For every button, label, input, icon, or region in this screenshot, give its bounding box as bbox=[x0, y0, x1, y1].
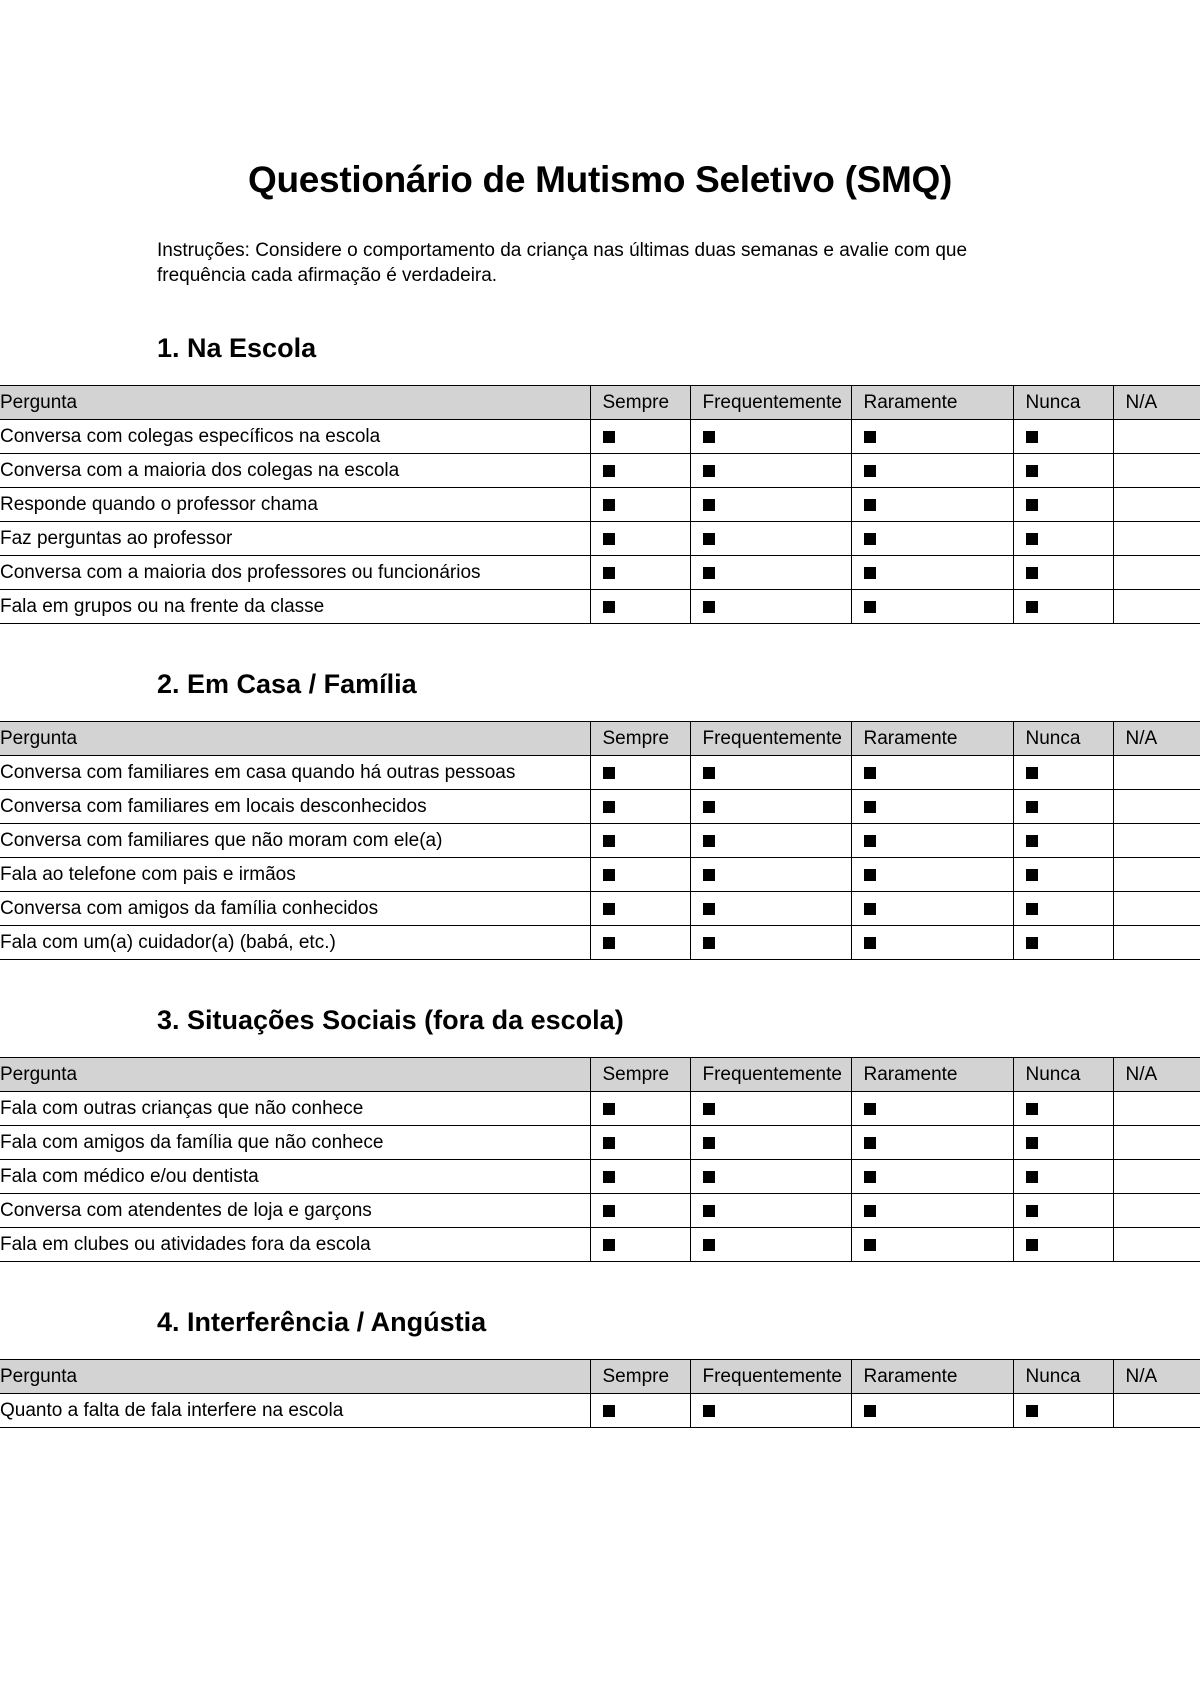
column-header-question: Pergunta bbox=[0, 386, 590, 420]
question-text: Fala ao telefone com pais e irmãos bbox=[0, 858, 590, 892]
filled-square-icon[interactable] bbox=[603, 1239, 615, 1251]
answer-cell-often[interactable] bbox=[690, 926, 851, 960]
filled-square-icon[interactable] bbox=[603, 601, 615, 613]
filled-square-icon[interactable] bbox=[864, 903, 876, 915]
answer-cell-never[interactable] bbox=[1013, 790, 1113, 824]
table-row bbox=[0, 790, 1200, 824]
filled-square-icon[interactable] bbox=[1026, 835, 1038, 847]
section-interference bbox=[0, 1305, 1200, 1428]
answer-cell-na bbox=[1113, 590, 1200, 624]
table-row bbox=[0, 420, 1200, 454]
answer-cell-often[interactable] bbox=[690, 590, 851, 624]
column-header-na: N/A bbox=[1113, 386, 1200, 420]
filled-square-icon[interactable] bbox=[864, 1205, 876, 1217]
answer-cell-never[interactable] bbox=[1013, 1228, 1113, 1262]
answer-cell-na bbox=[1113, 1160, 1200, 1194]
answer-cell-rarely[interactable] bbox=[851, 556, 1013, 590]
answer-cell-always[interactable] bbox=[590, 1228, 690, 1262]
filled-square-icon[interactable] bbox=[703, 1103, 715, 1115]
section-social-situations bbox=[0, 1003, 1200, 1262]
answer-cell-always[interactable] bbox=[590, 1194, 690, 1228]
answer-cell-often[interactable] bbox=[690, 858, 851, 892]
answer-cell-always[interactable] bbox=[590, 454, 690, 488]
filled-square-icon[interactable] bbox=[1026, 1239, 1038, 1251]
answer-cell-rarely[interactable] bbox=[851, 1092, 1013, 1126]
column-header-never: Nunca bbox=[1013, 386, 1113, 420]
filled-square-icon[interactable] bbox=[603, 835, 615, 847]
filled-square-icon[interactable] bbox=[864, 937, 876, 949]
questions-table bbox=[0, 721, 1200, 960]
column-header-never: Nunca bbox=[1013, 1058, 1113, 1092]
filled-square-icon[interactable] bbox=[1026, 1205, 1038, 1217]
table-row bbox=[0, 590, 1200, 624]
question-text: Conversa com amigos da família conhecidos bbox=[0, 892, 590, 926]
filled-square-icon[interactable] bbox=[1026, 1171, 1038, 1183]
answer-cell-never[interactable] bbox=[1013, 926, 1113, 960]
column-header-never: Nunca bbox=[1013, 1360, 1113, 1394]
answer-cell-na bbox=[1113, 1092, 1200, 1126]
answer-cell-always[interactable] bbox=[590, 1092, 690, 1126]
question-text: Fala com médico e/ou dentista bbox=[0, 1160, 590, 1194]
answer-cell-always[interactable] bbox=[590, 1160, 690, 1194]
filled-square-icon[interactable] bbox=[1026, 869, 1038, 881]
answer-cell-often[interactable] bbox=[690, 522, 851, 556]
answer-cell-never[interactable] bbox=[1013, 1160, 1113, 1194]
answer-cell-na bbox=[1113, 1126, 1200, 1160]
answer-cell-rarely[interactable] bbox=[851, 892, 1013, 926]
section-heading: 3. Situações Sociais (fora da escola) bbox=[157, 1005, 624, 1035]
answer-cell-often[interactable] bbox=[690, 892, 851, 926]
filled-square-icon[interactable] bbox=[703, 869, 715, 881]
answer-cell-often[interactable] bbox=[690, 1228, 851, 1262]
questions-table bbox=[0, 1359, 1200, 1428]
answer-cell-never[interactable] bbox=[1013, 1194, 1113, 1228]
filled-square-icon[interactable] bbox=[864, 499, 876, 511]
answer-cell-never[interactable] bbox=[1013, 420, 1113, 454]
column-header-rarely: Raramente bbox=[851, 722, 1013, 756]
table-row bbox=[0, 1394, 1200, 1428]
table-row bbox=[0, 824, 1200, 858]
answer-cell-never[interactable] bbox=[1013, 522, 1113, 556]
answer-cell-never[interactable] bbox=[1013, 756, 1113, 790]
filled-square-icon[interactable] bbox=[603, 869, 615, 881]
filled-square-icon[interactable] bbox=[1026, 1137, 1038, 1149]
answer-cell-always[interactable] bbox=[590, 556, 690, 590]
filled-square-icon[interactable] bbox=[864, 1405, 876, 1417]
answer-cell-rarely[interactable] bbox=[851, 1160, 1013, 1194]
answer-cell-na bbox=[1113, 892, 1200, 926]
answer-cell-never[interactable] bbox=[1013, 556, 1113, 590]
table-row bbox=[0, 488, 1200, 522]
filled-square-icon[interactable] bbox=[603, 431, 615, 443]
answer-cell-always[interactable] bbox=[590, 590, 690, 624]
answer-cell-na bbox=[1113, 1228, 1200, 1262]
answer-cell-often[interactable] bbox=[690, 824, 851, 858]
answer-cell-rarely[interactable] bbox=[851, 858, 1013, 892]
filled-square-icon[interactable] bbox=[864, 869, 876, 881]
answer-cell-often[interactable] bbox=[690, 1160, 851, 1194]
answer-cell-rarely[interactable] bbox=[851, 756, 1013, 790]
filled-square-icon[interactable] bbox=[703, 1137, 715, 1149]
filled-square-icon[interactable] bbox=[864, 835, 876, 847]
answer-cell-rarely[interactable] bbox=[851, 420, 1013, 454]
section-home-family bbox=[0, 667, 1200, 960]
column-header-always: Sempre bbox=[590, 386, 690, 420]
answer-cell-rarely[interactable] bbox=[851, 590, 1013, 624]
answer-cell-never[interactable] bbox=[1013, 590, 1113, 624]
column-header-always: Sempre bbox=[590, 1058, 690, 1092]
filled-square-icon[interactable] bbox=[703, 835, 715, 847]
answer-cell-never[interactable] bbox=[1013, 488, 1113, 522]
question-text: Fala em clubes ou atividades fora da escola bbox=[0, 1228, 590, 1262]
answer-cell-never[interactable] bbox=[1013, 1092, 1113, 1126]
filled-square-icon[interactable] bbox=[864, 601, 876, 613]
answer-cell-often[interactable] bbox=[690, 556, 851, 590]
filled-square-icon[interactable] bbox=[703, 601, 715, 613]
section-heading: 1. Na Escola bbox=[157, 333, 317, 363]
answer-cell-rarely[interactable] bbox=[851, 522, 1013, 556]
filled-square-icon[interactable] bbox=[603, 499, 615, 511]
answer-cell-rarely[interactable] bbox=[851, 488, 1013, 522]
answer-cell-rarely[interactable] bbox=[851, 454, 1013, 488]
filled-square-icon[interactable] bbox=[603, 1137, 615, 1149]
column-header-often: Frequentemente bbox=[690, 1058, 851, 1092]
answer-cell-always[interactable] bbox=[590, 858, 690, 892]
filled-square-icon[interactable] bbox=[703, 767, 715, 779]
table-row bbox=[0, 926, 1200, 960]
table-row bbox=[0, 1228, 1200, 1262]
answer-cell-na bbox=[1113, 522, 1200, 556]
column-header-rarely: Raramente bbox=[851, 1058, 1013, 1092]
filled-square-icon[interactable] bbox=[864, 465, 876, 477]
answer-cell-na bbox=[1113, 1194, 1200, 1228]
answer-cell-rarely[interactable] bbox=[851, 1394, 1013, 1428]
section-heading: 4. Interferência / Angústia bbox=[157, 1307, 487, 1337]
question-text: Quanto a falta de fala interfere na escola bbox=[0, 1394, 590, 1428]
column-header-always: Sempre bbox=[590, 1360, 690, 1394]
answer-cell-rarely[interactable] bbox=[851, 926, 1013, 960]
table-row bbox=[0, 756, 1200, 790]
answer-cell-often[interactable] bbox=[690, 454, 851, 488]
instructions-text: Instruções: Considere o comportamento da criança nas últimas duas semanas e avalie com que frequência cada afirmação é verdadeira. bbox=[157, 240, 968, 286]
column-header-na: N/A bbox=[1113, 1058, 1200, 1092]
question-text: Fala com um(a) cuidador(a) (babá, etc.) bbox=[0, 926, 590, 960]
filled-square-icon[interactable] bbox=[703, 937, 715, 949]
column-header-often: Frequentemente bbox=[690, 722, 851, 756]
column-header-always: Sempre bbox=[590, 722, 690, 756]
question-text: Fala em grupos ou na frente da classe bbox=[0, 590, 590, 624]
question-text: Conversa com atendentes de loja e garçons bbox=[0, 1194, 590, 1228]
filled-square-icon[interactable] bbox=[603, 567, 615, 579]
filled-square-icon[interactable] bbox=[864, 767, 876, 779]
filled-square-icon[interactable] bbox=[703, 465, 715, 477]
questions-table bbox=[0, 385, 1200, 624]
answer-cell-always[interactable] bbox=[590, 790, 690, 824]
filled-square-icon[interactable] bbox=[703, 1171, 715, 1183]
answer-cell-always[interactable] bbox=[590, 522, 690, 556]
filled-square-icon[interactable] bbox=[703, 431, 715, 443]
answer-cell-na bbox=[1113, 790, 1200, 824]
filled-square-icon[interactable] bbox=[1026, 801, 1038, 813]
column-header-question: Pergunta bbox=[0, 722, 590, 756]
filled-square-icon[interactable] bbox=[703, 533, 715, 545]
filled-square-icon[interactable] bbox=[1026, 1103, 1038, 1115]
filled-square-icon[interactable] bbox=[703, 1405, 715, 1417]
filled-square-icon[interactable] bbox=[864, 567, 876, 579]
table-row bbox=[0, 556, 1200, 590]
question-text: Conversa com familiares em casa quando há outras pessoas bbox=[0, 756, 590, 790]
column-header-often: Frequentemente bbox=[690, 1360, 851, 1394]
answer-cell-often[interactable] bbox=[690, 1194, 851, 1228]
filled-square-icon[interactable] bbox=[703, 567, 715, 579]
filled-square-icon[interactable] bbox=[703, 1205, 715, 1217]
filled-square-icon[interactable] bbox=[603, 1171, 615, 1183]
answer-cell-often[interactable] bbox=[690, 1092, 851, 1126]
filled-square-icon[interactable] bbox=[1026, 767, 1038, 779]
table-row bbox=[0, 892, 1200, 926]
filled-square-icon[interactable] bbox=[1026, 465, 1038, 477]
filled-square-icon[interactable] bbox=[703, 499, 715, 511]
answer-cell-rarely[interactable] bbox=[851, 1228, 1013, 1262]
filled-square-icon[interactable] bbox=[603, 903, 615, 915]
answer-cell-na bbox=[1113, 858, 1200, 892]
filled-square-icon[interactable] bbox=[703, 801, 715, 813]
filled-square-icon[interactable] bbox=[603, 767, 615, 779]
table-header-row bbox=[0, 1360, 1200, 1394]
answer-cell-always[interactable] bbox=[590, 824, 690, 858]
table-row bbox=[0, 454, 1200, 488]
answer-cell-na bbox=[1113, 824, 1200, 858]
question-text: Conversa com familiares em locais desconhecidos bbox=[0, 790, 590, 824]
filled-square-icon[interactable] bbox=[603, 533, 615, 545]
filled-square-icon[interactable] bbox=[864, 801, 876, 813]
table-row bbox=[0, 858, 1200, 892]
question-text: Conversa com familiares que não moram com ele(a) bbox=[0, 824, 590, 858]
table-row bbox=[0, 1160, 1200, 1194]
column-header-na: N/A bbox=[1113, 722, 1200, 756]
question-text: Fala com amigos da família que não conhece bbox=[0, 1126, 590, 1160]
answer-cell-always[interactable] bbox=[590, 756, 690, 790]
question-text: Faz perguntas ao professor bbox=[0, 522, 590, 556]
table-row bbox=[0, 522, 1200, 556]
answer-cell-na bbox=[1113, 756, 1200, 790]
column-header-na: N/A bbox=[1113, 1360, 1200, 1394]
answer-cell-often[interactable] bbox=[690, 756, 851, 790]
table-row bbox=[0, 1092, 1200, 1126]
question-text: Conversa com a maioria dos professores ou funcionários bbox=[0, 556, 590, 590]
table-header-row bbox=[0, 722, 1200, 756]
answer-cell-often[interactable] bbox=[690, 420, 851, 454]
answer-cell-na bbox=[1113, 454, 1200, 488]
answer-cell-never[interactable] bbox=[1013, 454, 1113, 488]
table-row bbox=[0, 1126, 1200, 1160]
question-text: Conversa com a maioria dos colegas na escola bbox=[0, 454, 590, 488]
answer-cell-never[interactable] bbox=[1013, 824, 1113, 858]
column-header-rarely: Raramente bbox=[851, 386, 1013, 420]
answer-cell-never[interactable] bbox=[1013, 858, 1113, 892]
answer-cell-na bbox=[1113, 556, 1200, 590]
column-header-never: Nunca bbox=[1013, 722, 1113, 756]
answer-cell-rarely[interactable] bbox=[851, 1194, 1013, 1228]
table-row bbox=[0, 1194, 1200, 1228]
filled-square-icon[interactable] bbox=[1026, 499, 1038, 511]
answer-cell-often[interactable] bbox=[690, 1394, 851, 1428]
filled-square-icon[interactable] bbox=[603, 1103, 615, 1115]
filled-square-icon[interactable] bbox=[703, 1239, 715, 1251]
question-text: Fala com outras crianças que não conhece bbox=[0, 1092, 590, 1126]
answer-cell-often[interactable] bbox=[690, 790, 851, 824]
questions-table bbox=[0, 1057, 1200, 1262]
page-title: Questionário de Mutismo Seletivo (SMQ) bbox=[247, 159, 952, 200]
column-header-rarely: Raramente bbox=[851, 1360, 1013, 1394]
section-school bbox=[0, 331, 1200, 624]
column-header-question: Pergunta bbox=[0, 1058, 590, 1092]
answer-cell-always[interactable] bbox=[590, 488, 690, 522]
answer-cell-rarely[interactable] bbox=[851, 1126, 1013, 1160]
answer-cell-rarely[interactable] bbox=[851, 824, 1013, 858]
answer-cell-never[interactable] bbox=[1013, 892, 1113, 926]
answer-cell-na bbox=[1113, 420, 1200, 454]
section-heading: 2. Em Casa / Família bbox=[157, 669, 417, 699]
question-text: Conversa com colegas específicos na escola bbox=[0, 420, 590, 454]
filled-square-icon[interactable] bbox=[603, 1205, 615, 1217]
answer-cell-always[interactable] bbox=[590, 420, 690, 454]
filled-square-icon[interactable] bbox=[603, 937, 615, 949]
answer-cell-often[interactable] bbox=[690, 1126, 851, 1160]
filled-square-icon[interactable] bbox=[864, 431, 876, 443]
filled-square-icon[interactable] bbox=[1026, 431, 1038, 443]
answer-cell-na bbox=[1113, 1394, 1200, 1428]
table-header-row bbox=[0, 386, 1200, 420]
answer-cell-always[interactable] bbox=[590, 892, 690, 926]
filled-square-icon[interactable] bbox=[1026, 567, 1038, 579]
filled-square-icon[interactable] bbox=[603, 1405, 615, 1417]
filled-square-icon[interactable] bbox=[864, 1239, 876, 1251]
answer-cell-always[interactable] bbox=[590, 926, 690, 960]
filled-square-icon[interactable] bbox=[703, 903, 715, 915]
filled-square-icon[interactable] bbox=[1026, 903, 1038, 915]
column-header-often: Frequentemente bbox=[690, 386, 851, 420]
question-text: Responde quando o professor chama bbox=[0, 488, 590, 522]
answer-cell-always[interactable] bbox=[590, 1394, 690, 1428]
column-header-question: Pergunta bbox=[0, 1360, 590, 1394]
filled-square-icon[interactable] bbox=[864, 1137, 876, 1149]
answer-cell-rarely[interactable] bbox=[851, 790, 1013, 824]
answer-cell-always[interactable] bbox=[590, 1126, 690, 1160]
answer-cell-na bbox=[1113, 488, 1200, 522]
filled-square-icon[interactable] bbox=[1026, 533, 1038, 545]
answer-cell-never[interactable] bbox=[1013, 1394, 1113, 1428]
filled-square-icon[interactable] bbox=[1026, 937, 1038, 949]
answer-cell-na bbox=[1113, 926, 1200, 960]
answer-cell-often[interactable] bbox=[690, 488, 851, 522]
answer-cell-never[interactable] bbox=[1013, 1126, 1113, 1160]
filled-square-icon[interactable] bbox=[1026, 1405, 1038, 1417]
table-header-row bbox=[0, 1058, 1200, 1092]
filled-square-icon[interactable] bbox=[603, 801, 615, 813]
filled-square-icon[interactable] bbox=[864, 533, 876, 545]
filled-square-icon[interactable] bbox=[603, 465, 615, 477]
filled-square-icon[interactable] bbox=[864, 1103, 876, 1115]
filled-square-icon[interactable] bbox=[1026, 601, 1038, 613]
filled-square-icon[interactable] bbox=[864, 1171, 876, 1183]
